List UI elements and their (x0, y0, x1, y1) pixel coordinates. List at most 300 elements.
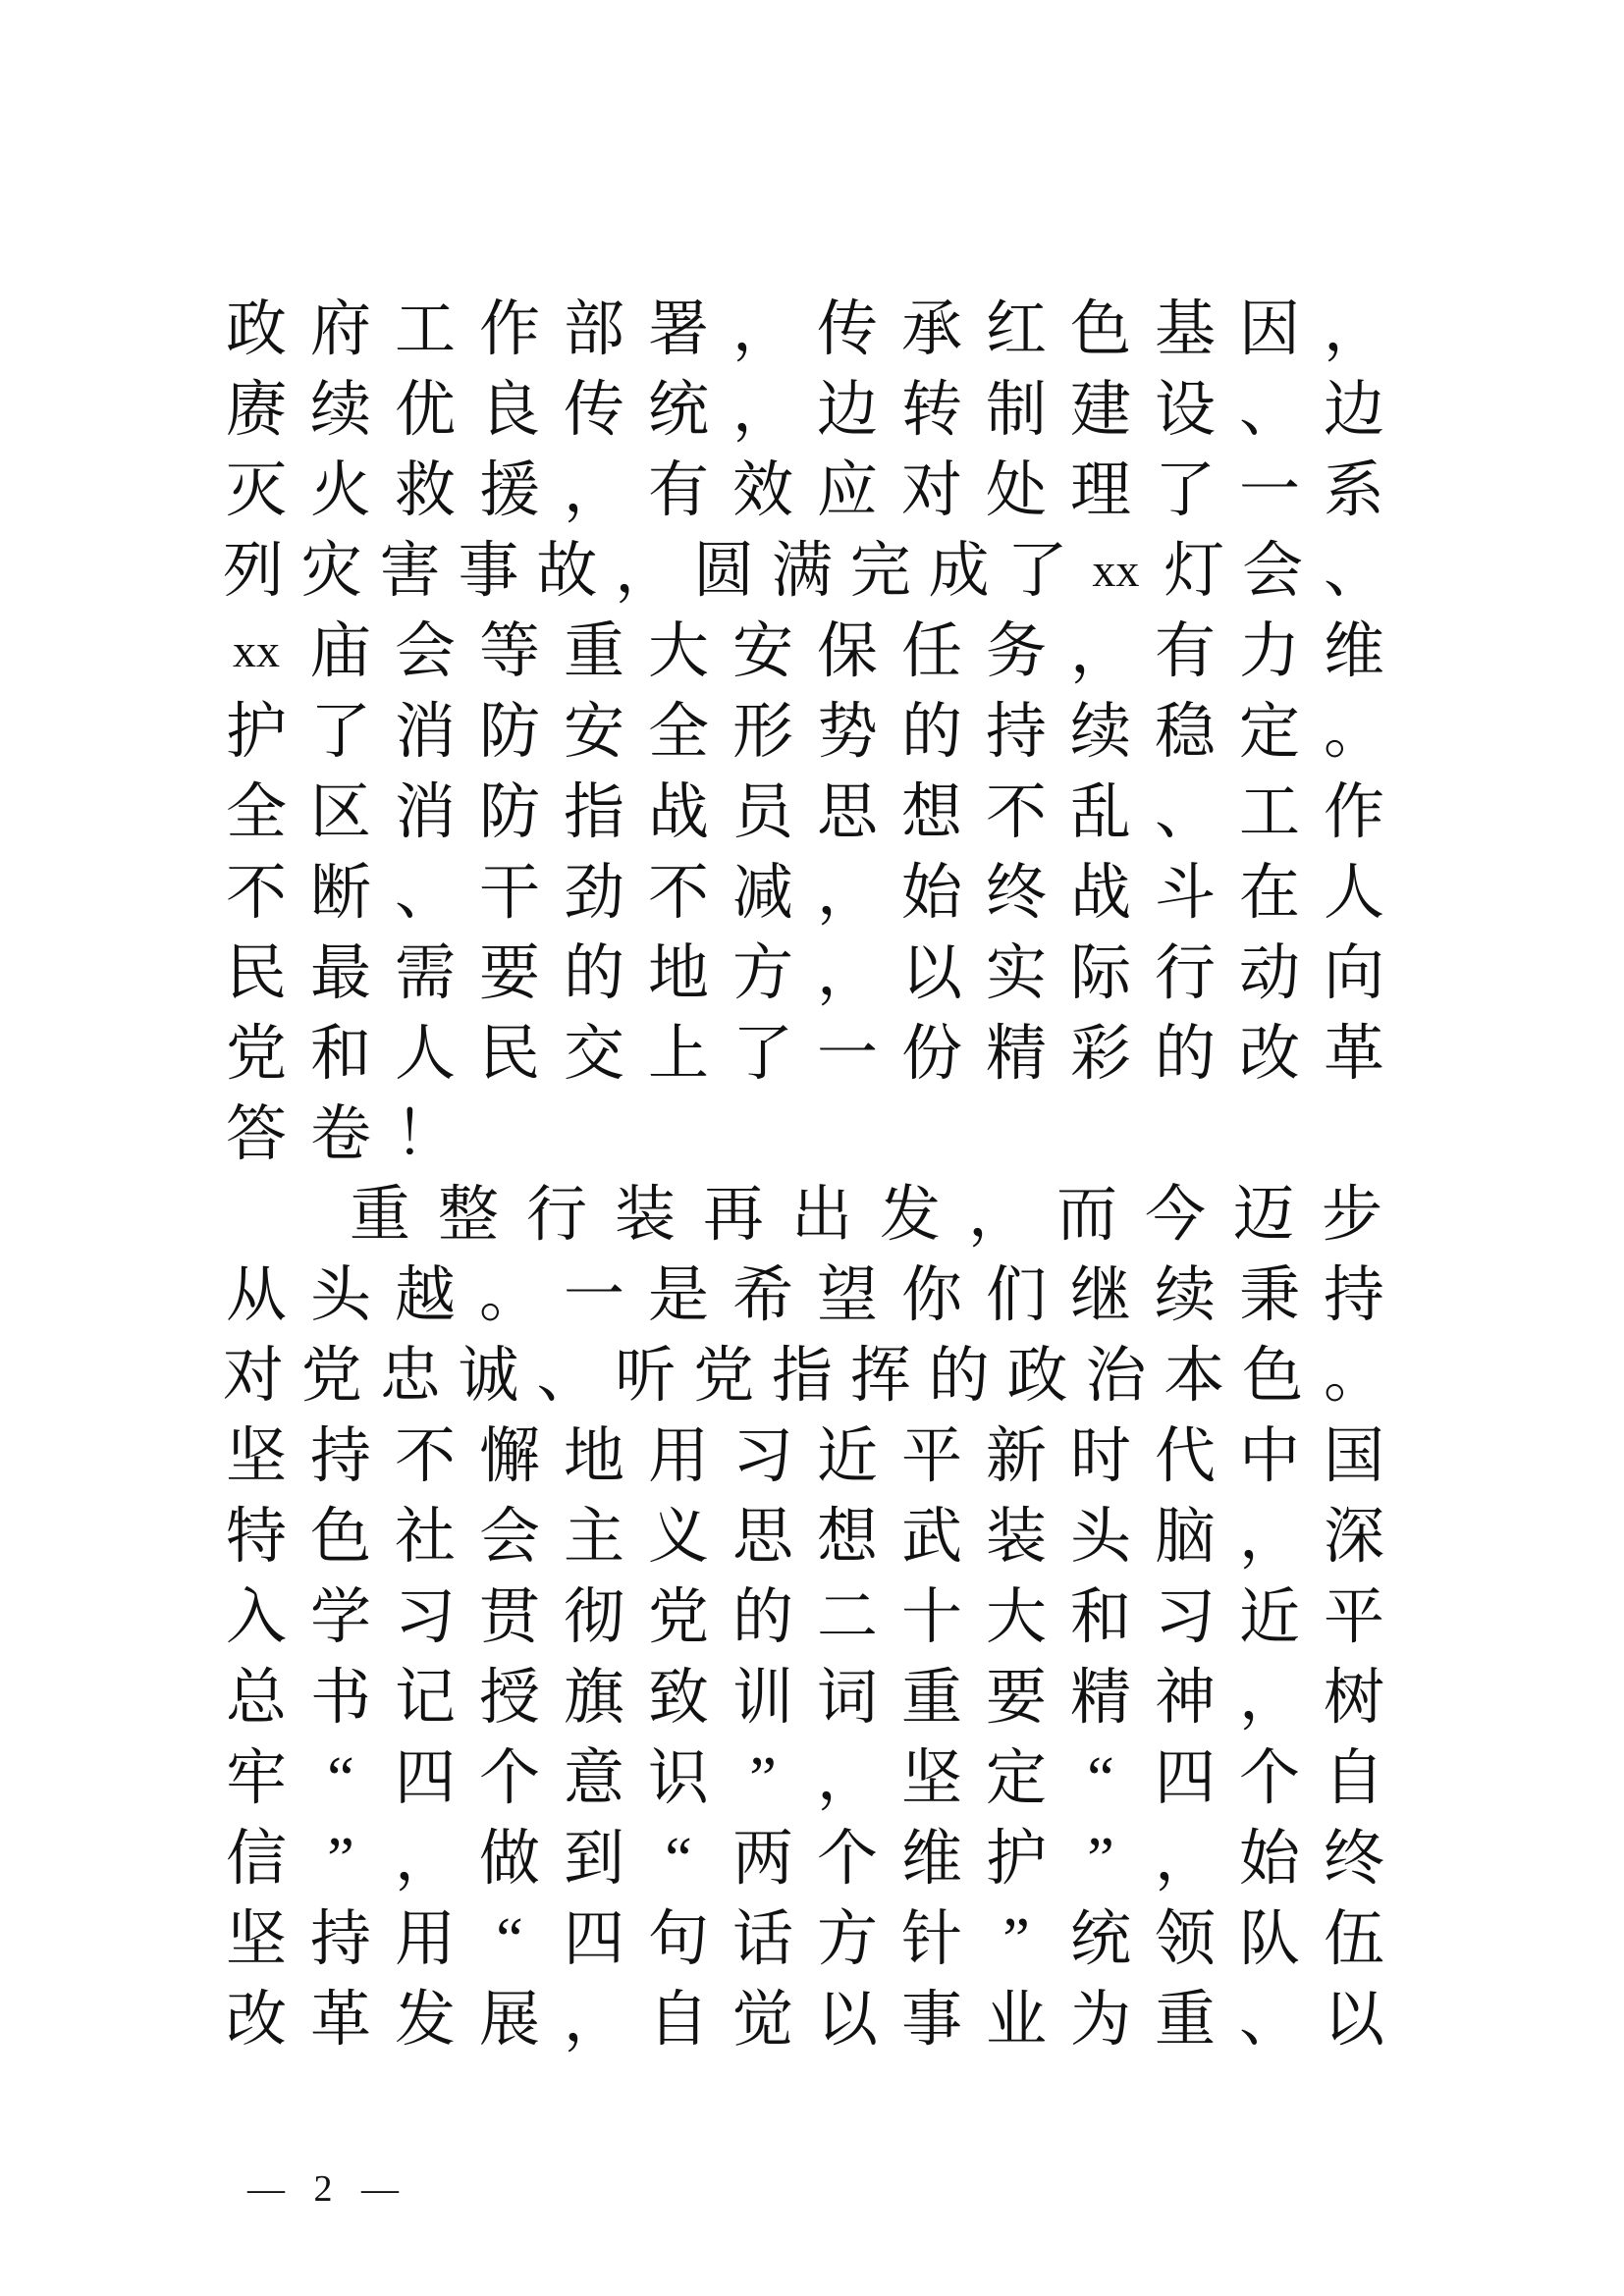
character: 伍 (1323, 1906, 1384, 1973)
character: 力 (1238, 618, 1300, 685)
character: 续 (1069, 699, 1131, 766)
character: 重 (1154, 1987, 1216, 2054)
character: 了 (1154, 457, 1216, 524)
character: 觉 (731, 1987, 793, 2054)
character: 对 (900, 457, 962, 524)
character: 干 (478, 860, 540, 927)
character: 持 (309, 1423, 371, 1490)
character: 、 (1154, 779, 1216, 846)
character: 续 (309, 377, 371, 444)
text-line (214, 290, 1396, 370)
character: 不 (985, 779, 1047, 846)
character: 了 (731, 1021, 793, 1088)
character: 形 (731, 699, 793, 766)
character: 出 (790, 1182, 852, 1249)
character: 统 (1069, 1906, 1131, 1973)
character: 色 (1069, 296, 1131, 363)
character: 政 (225, 296, 287, 363)
character: 了 (309, 699, 371, 766)
character: 近 (1238, 1584, 1300, 1651)
character: ， (731, 377, 793, 444)
character: 最 (309, 940, 371, 1007)
character: 。 (1323, 699, 1384, 766)
character: 们 (985, 1262, 1047, 1329)
character: 句 (647, 1906, 709, 1973)
character: 持 (985, 699, 1047, 766)
character: “ (1087, 1745, 1114, 1812)
text-line (214, 934, 1396, 1014)
character: 工 (394, 296, 456, 363)
character: 向 (1323, 940, 1384, 1007)
character: 民 (225, 940, 287, 1007)
character: 消 (394, 779, 456, 846)
character: 势 (816, 699, 878, 766)
character: 上 (647, 1021, 709, 1088)
character: 秉 (1238, 1262, 1300, 1329)
character: 懈 (478, 1423, 540, 1490)
character: 四 (563, 1906, 624, 1973)
character: 革 (1323, 1021, 1384, 1088)
character: 记 (394, 1665, 456, 1732)
character: 政 (1006, 1343, 1068, 1410)
character: 防 (478, 699, 540, 766)
character: 大 (647, 618, 709, 685)
character: “ (665, 1826, 692, 1893)
character: 大 (985, 1584, 1047, 1651)
character: 维 (900, 1826, 962, 1893)
text-line (214, 1980, 1396, 2060)
character: 四 (1154, 1745, 1216, 1812)
character: ， (1238, 1504, 1300, 1571)
hanging-punctuation: 。 (1324, 1343, 1385, 1410)
character: 深 (1323, 1504, 1384, 1571)
character: 续 (1154, 1262, 1216, 1329)
character: 要 (985, 1665, 1047, 1732)
character: 赓 (225, 377, 287, 444)
text-line (214, 1336, 1396, 1416)
character: 终 (985, 860, 1047, 927)
character: 二 (816, 1584, 878, 1651)
character: 维 (1323, 618, 1384, 685)
character: 自 (1323, 1745, 1384, 1812)
character: 时 (1069, 1423, 1131, 1490)
character: 完 (849, 538, 911, 605)
character: 书 (309, 1665, 371, 1732)
character: 党 (647, 1584, 709, 1651)
character: 部 (563, 296, 624, 363)
character: 答 (225, 1101, 287, 1168)
character: 信 (225, 1826, 287, 1893)
character: 针 (900, 1906, 962, 1973)
character: 思 (816, 779, 878, 846)
character: 总 (225, 1665, 287, 1732)
character: 有 (1154, 618, 1216, 685)
character: 以 (900, 940, 962, 1007)
character: 方 (816, 1906, 878, 1973)
character: 稳 (1154, 699, 1216, 766)
character: 实 (985, 940, 1047, 1007)
character: 始 (900, 860, 962, 927)
character: 灾 (300, 538, 362, 605)
page-number: — 2 — (247, 2168, 408, 2210)
character: 圆 (693, 538, 755, 605)
character: ， (1069, 618, 1131, 685)
character: 中 (1238, 1423, 1300, 1490)
character: 是 (647, 1262, 709, 1329)
character: 头 (1069, 1504, 1131, 1571)
character: ” (1002, 1906, 1030, 1973)
character: 四 (394, 1745, 456, 1812)
character: 的 (900, 699, 962, 766)
character: 党 (693, 1343, 755, 1410)
character: 传 (563, 377, 624, 444)
character: 致 (647, 1665, 709, 1732)
character: 脑 (1154, 1504, 1216, 1571)
character: 个 (816, 1826, 878, 1893)
character: 坚 (225, 1906, 287, 1973)
text-line (214, 451, 1396, 531)
character: 意 (563, 1745, 624, 1812)
character: 做 (478, 1826, 540, 1893)
text-line (214, 773, 1396, 853)
text-line (214, 1175, 1518, 1255)
character: 地 (563, 1423, 624, 1490)
text-line (214, 1738, 1396, 1819)
character: 消 (394, 699, 456, 766)
character: 承 (900, 296, 962, 363)
character: 理 (1069, 457, 1131, 524)
character: 坚 (225, 1423, 287, 1490)
character: 在 (1238, 860, 1300, 927)
character: 民 (478, 1021, 540, 1088)
character: ， (563, 1987, 624, 2054)
character: 会 (1242, 538, 1304, 605)
character: 本 (1164, 1343, 1225, 1410)
character: 处 (985, 457, 1047, 524)
character: 、 (1238, 1987, 1300, 2054)
character: 断 (309, 860, 371, 927)
text-line (214, 1899, 1396, 1980)
character: 指 (771, 1343, 833, 1410)
character: 斗 (1154, 860, 1216, 927)
character: 的 (928, 1343, 990, 1410)
character: ， (615, 538, 677, 605)
character: ， (816, 940, 878, 1007)
character: 重 (349, 1182, 410, 1249)
text-line (214, 531, 1396, 612)
character: 府 (309, 296, 371, 363)
character: 方 (731, 940, 793, 1007)
character: 救 (394, 457, 456, 524)
character: 挥 (849, 1343, 911, 1410)
character: 用 (394, 1906, 456, 1973)
character: 识 (647, 1745, 709, 1812)
character: 统 (647, 377, 709, 444)
character: 际 (1069, 940, 1131, 1007)
character: 近 (816, 1423, 878, 1490)
text-line (214, 1255, 1396, 1336)
character: 改 (1238, 1021, 1300, 1088)
character: 红 (985, 296, 1047, 363)
character: 而 (1056, 1182, 1117, 1249)
character: 国 (1323, 1423, 1384, 1490)
character: 以 (816, 1987, 878, 2054)
character: 平 (900, 1423, 962, 1490)
character: 等 (478, 618, 540, 685)
character: 的 (1154, 1021, 1216, 1088)
character: 持 (309, 1906, 371, 1973)
character: 灯 (1164, 538, 1225, 605)
character: 减 (731, 860, 793, 927)
character: 事 (900, 1987, 962, 2054)
text-line (214, 1416, 1396, 1497)
character: ” (1087, 1826, 1114, 1893)
character: xx (1092, 545, 1140, 597)
character: 想 (900, 779, 962, 846)
character: 人 (1323, 860, 1384, 927)
character: 效 (731, 457, 793, 524)
text-line (214, 370, 1396, 451)
character: 全 (225, 779, 287, 846)
character: 区 (309, 779, 371, 846)
character: 事 (458, 538, 519, 605)
character: 改 (225, 1987, 287, 2054)
character: 忠 (379, 1343, 441, 1410)
character: 转 (900, 377, 962, 444)
character: 你 (900, 1262, 962, 1329)
character: 步 (1321, 1182, 1382, 1249)
character: 火 (309, 457, 371, 524)
character: 工 (1238, 779, 1300, 846)
character: 望 (816, 1262, 878, 1329)
character: “ (496, 1906, 523, 1973)
character: 思 (731, 1504, 793, 1571)
character: 色 (1242, 1343, 1304, 1410)
character: 乱 (1069, 779, 1131, 846)
character: 一 (563, 1262, 624, 1329)
character: 革 (309, 1987, 371, 2054)
character: 一 (816, 1021, 878, 1088)
character: 党 (225, 1021, 287, 1088)
character: 展 (478, 1987, 540, 2054)
character: 平 (1323, 1584, 1384, 1651)
character: 边 (1323, 377, 1384, 444)
character: 牢 (225, 1745, 287, 1812)
character: 会 (478, 1504, 540, 1571)
character: 良 (478, 377, 540, 444)
character: 精 (1069, 1665, 1131, 1732)
character: “ (327, 1745, 354, 1812)
character: 领 (1154, 1906, 1216, 1973)
character: 树 (1323, 1665, 1384, 1732)
character: 务 (985, 618, 1047, 685)
character: 防 (478, 779, 540, 846)
character: 重 (900, 1665, 962, 1732)
character: ” (749, 1745, 777, 1812)
character: 业 (985, 1987, 1047, 2054)
character: 习 (394, 1584, 456, 1651)
hanging-punctuation: 、 (1324, 538, 1385, 605)
character: 和 (1069, 1584, 1131, 1651)
character: 份 (900, 1021, 962, 1088)
character: 主 (563, 1504, 624, 1571)
character: 代 (1154, 1423, 1216, 1490)
character: 署 (647, 296, 709, 363)
character: 战 (1069, 860, 1131, 927)
character: 安 (563, 699, 624, 766)
character: 指 (563, 779, 624, 846)
character: 护 (985, 1826, 1047, 1893)
character: 卷 (309, 1101, 371, 1168)
character: 今 (1144, 1182, 1206, 1249)
character: 基 (1154, 296, 1216, 363)
character: 作 (1323, 779, 1384, 846)
character: 习 (1154, 1584, 1216, 1651)
character: 越 (394, 1262, 456, 1329)
character: 边 (816, 377, 878, 444)
character: 人 (394, 1021, 456, 1088)
character: 到 (563, 1826, 624, 1893)
character: 对 (222, 1343, 284, 1410)
character: 想 (816, 1504, 878, 1571)
character: ” (327, 1826, 354, 1893)
text-line (214, 1497, 1396, 1577)
text-line (214, 1014, 1396, 1095)
character: 制 (985, 377, 1047, 444)
character: xx (233, 625, 280, 677)
character: 新 (985, 1423, 1047, 1490)
character: 故 (536, 538, 598, 605)
character: 需 (394, 940, 456, 1007)
character: 安 (731, 618, 793, 685)
character: 害 (379, 538, 441, 605)
character: 优 (394, 377, 456, 444)
character: 特 (225, 1504, 287, 1571)
character: 因 (1238, 296, 1300, 363)
character: 继 (1069, 1262, 1131, 1329)
character: 始 (1238, 1826, 1300, 1893)
character: 学 (309, 1584, 371, 1651)
character: 习 (731, 1423, 793, 1490)
text-line (214, 853, 1396, 934)
character: ！ (394, 1101, 456, 1168)
text-line (214, 1095, 1396, 1175)
character: 话 (731, 1906, 793, 1973)
character: 神 (1154, 1665, 1216, 1732)
character: 不 (647, 860, 709, 927)
character: 词 (816, 1665, 878, 1732)
character: 的 (731, 1584, 793, 1651)
character: 装 (614, 1182, 676, 1249)
character: 一 (1238, 457, 1300, 524)
character: 从 (225, 1262, 287, 1329)
character: 。 (478, 1262, 540, 1329)
character: 列 (222, 538, 284, 605)
character: 治 (1085, 1343, 1147, 1410)
character: ， (1154, 1826, 1216, 1893)
character: 党 (300, 1343, 362, 1410)
character: 战 (647, 779, 709, 846)
character: 会 (394, 618, 456, 685)
character: 任 (900, 618, 962, 685)
character: 不 (225, 860, 287, 927)
character: 诚 (458, 1343, 519, 1410)
character: 十 (900, 1584, 962, 1651)
character: 援 (478, 457, 540, 524)
character: 听 (615, 1343, 677, 1410)
character: 和 (309, 1021, 371, 1088)
character: 终 (1323, 1826, 1384, 1893)
character: 发 (394, 1987, 456, 2054)
character: 训 (731, 1665, 793, 1732)
text-block (214, 290, 1396, 2060)
character: 迈 (1232, 1182, 1294, 1249)
character: 设 (1154, 377, 1216, 444)
character: 行 (1154, 940, 1216, 1007)
character: 护 (225, 699, 287, 766)
character: 定 (985, 1745, 1047, 1812)
character: 地 (647, 940, 709, 1007)
character: 两 (731, 1826, 793, 1893)
character: 员 (731, 779, 793, 846)
character: 精 (985, 1021, 1047, 1088)
character: 保 (816, 618, 878, 685)
character: 、 (394, 860, 456, 927)
text-line (214, 1658, 1396, 1738)
character: 应 (816, 457, 878, 524)
character: 的 (563, 940, 624, 1007)
character: 持 (1323, 1262, 1384, 1329)
character: 满 (771, 538, 833, 605)
character: 个 (1238, 1745, 1300, 1812)
character: 社 (394, 1504, 456, 1571)
character: 灭 (225, 457, 287, 524)
character: 彩 (1069, 1021, 1131, 1088)
character: 装 (985, 1504, 1047, 1571)
character: 要 (478, 940, 540, 1007)
character: 队 (1238, 1906, 1300, 1973)
character: ， (816, 860, 878, 927)
character: 旗 (563, 1665, 624, 1732)
text-line (214, 692, 1396, 773)
character: 作 (478, 296, 540, 363)
character: 个 (478, 1745, 540, 1812)
character: ， (1323, 296, 1384, 363)
character: ， (967, 1182, 1029, 1249)
character: 行 (525, 1182, 587, 1249)
character: 、 (536, 1343, 598, 1410)
character: 色 (309, 1504, 371, 1571)
character: 以 (1323, 1987, 1384, 2054)
character: 坚 (900, 1745, 962, 1812)
character: 全 (647, 699, 709, 766)
character: 再 (702, 1182, 764, 1249)
character: 成 (928, 538, 990, 605)
character: 为 (1069, 1987, 1131, 2054)
character: 庙 (309, 618, 371, 685)
character: 交 (563, 1021, 624, 1088)
character: 传 (816, 296, 878, 363)
character: 入 (225, 1584, 287, 1651)
character: 希 (731, 1262, 793, 1329)
character: 武 (900, 1504, 962, 1571)
character: 建 (1069, 377, 1131, 444)
character: 不 (394, 1423, 456, 1490)
character: 定 (1238, 699, 1300, 766)
character: ， (816, 1745, 878, 1812)
character: 重 (563, 618, 624, 685)
text-line (214, 1819, 1396, 1899)
